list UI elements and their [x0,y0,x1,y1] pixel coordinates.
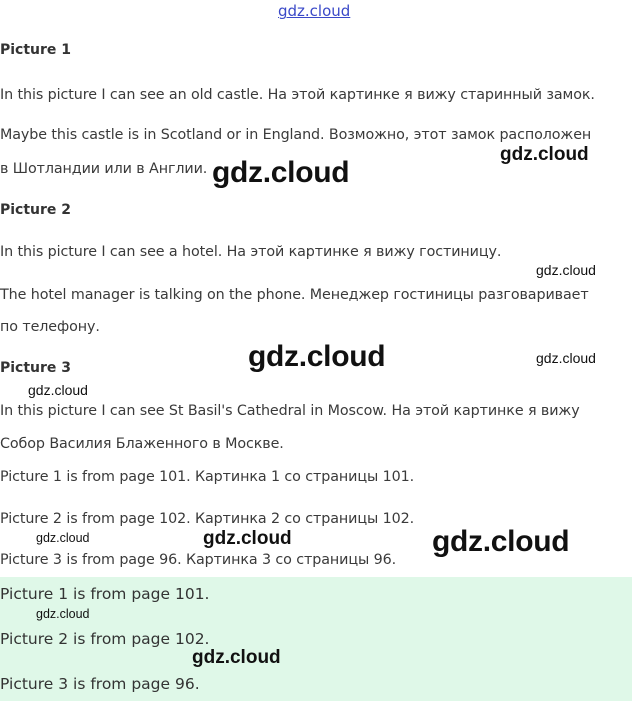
paragraph-line: Собор Василия Блаженного в Москве. [0,436,284,452]
section-heading-picture-3: Picture 3 [0,360,72,376]
watermark: gdz.cloud [432,525,570,558]
watermark: gdz.cloud [36,607,90,621]
answer-line: Picture 2 is from page 102. [0,630,210,648]
answer-line: Picture 3 is from page 96. [0,675,200,693]
watermark: gdz.cloud [36,531,90,545]
watermark: gdz.cloud [28,382,88,398]
watermark: gdz.cloud [536,262,596,278]
section-heading-picture-2: Picture 2 [0,202,72,218]
page-ref-line: Picture 1 is from page 101. Картинка 1 со страницы 101. [0,469,415,485]
answer-box [0,577,632,701]
paragraph-line: The hotel manager is talking on the phone. Менеджер гостиницы разговаривает [0,287,589,303]
paragraph-line: по телефону. [0,319,100,335]
answer-line: Picture 1 is from page 101. [0,585,210,603]
watermark-link[interactable]: gdz.cloud [278,2,351,20]
page-ref-line: Picture 3 is from page 96. Картинка 3 со страницы 96. [0,552,397,568]
paragraph-line: In this picture I can see a hotel. На этой картинке я вижу гостиницу. [0,244,502,260]
watermark: gdz.cloud [500,144,589,165]
watermark: gdz.cloud [212,156,350,189]
watermark: gdz.cloud [192,647,281,668]
section-heading-picture-1: Picture 1 [0,42,72,58]
watermark: gdz.cloud [248,340,386,373]
paragraph-line: In this picture I can see an old castle. На этой картинке я вижу старинный замок. [0,87,595,103]
watermark: gdz.cloud [536,350,596,366]
paragraph-line: In this picture I can see St Basil's Cathedral in Moscow. На этой картинке я вижу [0,403,580,419]
page-ref-line: Picture 2 is from page 102. Картинка 2 со страницы 102. [0,511,415,527]
paragraph-line: Maybe this castle is in Scotland or in England. Возможно, этот замок расположен [0,127,592,143]
watermark: gdz.cloud [203,528,292,549]
paragraph-line: в Шотландии или в Англии. [0,161,208,177]
